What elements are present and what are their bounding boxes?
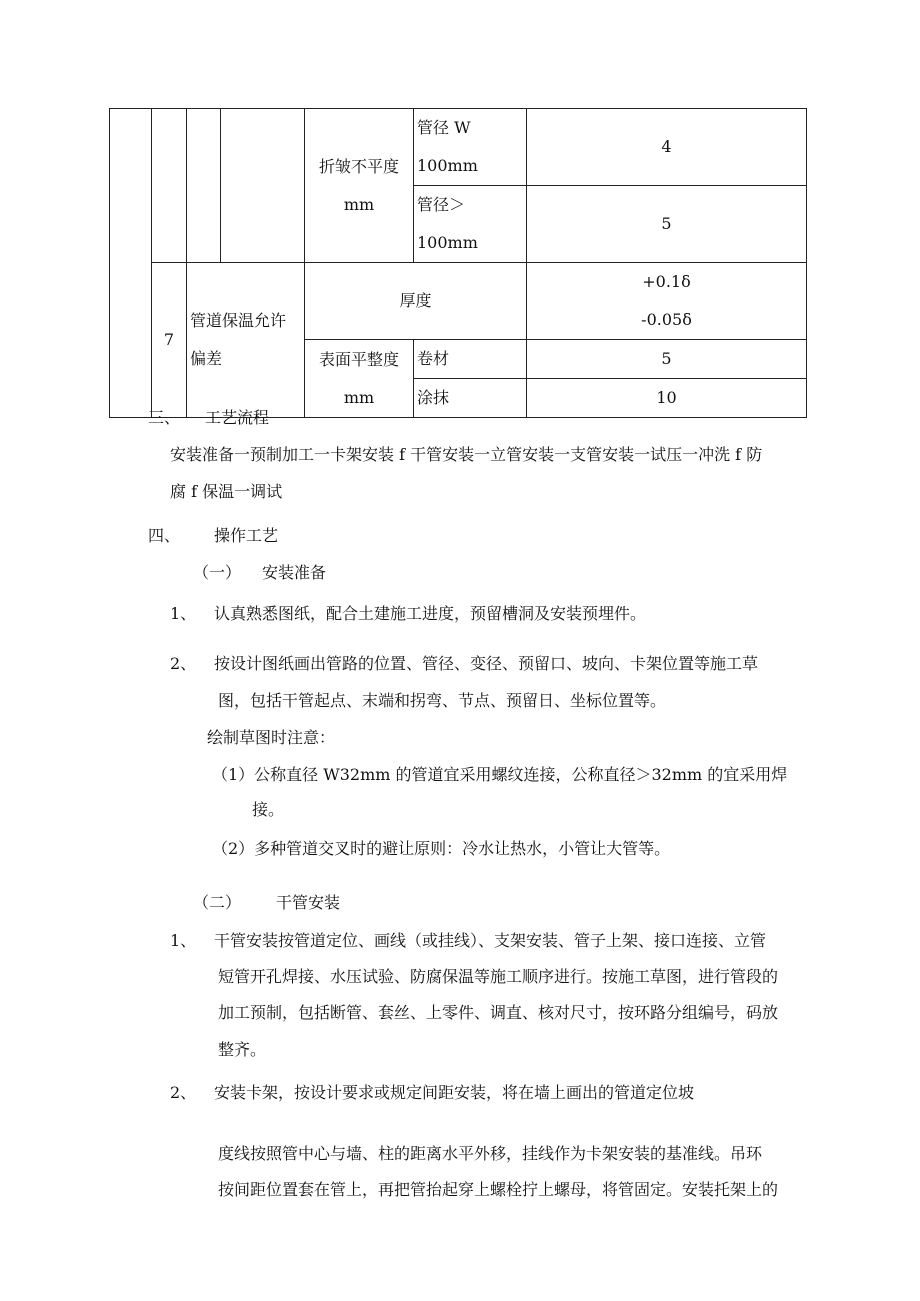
thickness-value-cell <box>527 263 807 340</box>
paint-label: 涂抹 <box>414 379 527 418</box>
note-2: （2）多种管道交叉时的避让原则：冷水让热水，小管让大管等。 <box>212 839 671 858</box>
blank-col-3 <box>187 109 221 263</box>
pleat-value-1: 4 <box>527 109 807 186</box>
note-1-line-1: （1）公称直径 W32mm 的管道宜采用螺纹连接，公称直径＞32mm 的宜采用焊 <box>212 765 788 784</box>
blank-col-2 <box>152 109 187 263</box>
sub-1-number: （一） <box>193 563 242 582</box>
item-2-line-2: 图，包括干管起点、末端和拐弯、节点、预留日、坐标位置等。 <box>218 691 667 710</box>
item-2-line-1: 按设计图纸画出管路的位置、管径、变径、预留口、坡向、卡架位置等施工草 <box>214 654 759 673</box>
pleat-label-cell <box>305 109 414 263</box>
note-title: 绘制草图时注意： <box>207 728 336 747</box>
sub-2-title: 干管安装 <box>276 893 341 912</box>
flatness-unit: mm <box>343 387 375 407</box>
thickness-minus: -0.05δ <box>641 310 692 329</box>
pleat-cond-1: 管径 W 100mm <box>414 109 527 186</box>
item-1-text: 认真熟悉图纸，配合土建施工进度，预留槽洞及安装预埋件。 <box>214 604 647 623</box>
section-3-title: 工艺流程 <box>205 408 270 427</box>
flatness-label-cell <box>305 340 414 418</box>
insulation-index: 7 <box>152 263 187 418</box>
section-3-line-2: 腐 f 保温一调试 <box>170 482 283 501</box>
item-1-number: 1、 <box>170 604 197 623</box>
insulation-name-cell <box>187 263 305 418</box>
j-item-1-line-2: 短管开孔焊接、水压试验、防腐保温等施工顺序进行。按施工草图，进行管段的 <box>218 967 779 986</box>
sub-1-title: 安装准备 <box>262 563 327 582</box>
j-item-2-line-1: 安装卡架，按设计要求或规定间距安装，将在墙上画出的管道定位坡 <box>214 1083 695 1102</box>
insulation-name-a: 管道保温允许 <box>190 311 287 330</box>
flatness-label: 表面平整度 <box>318 349 399 369</box>
j-item-1-line-1: 干管安装按管道定位、画线（或挂线）、支架安装、管子上架、接口连接、立管 <box>214 931 767 950</box>
blank-col-1 <box>110 109 152 418</box>
pleat-label: 折皱不平度 <box>318 156 399 176</box>
insulation-name-b: 偏差 <box>190 349 223 368</box>
blank-col-4 <box>221 109 305 263</box>
roll-value: 5 <box>527 340 807 379</box>
paint-value: 10 <box>527 379 807 418</box>
j-item-2-line-3: 按间距位置套在管上，再把管抬起穿上螺栓拧上螺母，将管固定。安装托架上的 <box>218 1180 779 1199</box>
section-3-line-1: 安装准备一预制加工一卡架安装 f 干管安装一立管安装一支管安装一试压一冲洗 f 防 <box>170 445 763 464</box>
j-item-1-line-3: 加工预制，包括断管、套丝、上零件、调直、核对尺寸，按环路分组编号，码放 <box>218 1003 779 1022</box>
section-4-number: 四、 <box>148 526 181 545</box>
j-item-1-number: 1、 <box>170 931 197 950</box>
j-item-1-line-4: 整齐。 <box>218 1040 267 1059</box>
j-item-2-line-2: 度线按照管中心与墙、柱的距离水平外移，挂线作为卡架安装的基准线。吊环 <box>218 1144 763 1163</box>
item-2-number: 2、 <box>170 654 197 673</box>
j-item-2-number: 2、 <box>170 1083 197 1102</box>
sub-2-number: （二） <box>193 893 242 912</box>
thickness-label: 厚度 <box>305 263 527 340</box>
section-4-title: 操作工艺 <box>214 526 279 545</box>
pleat-value-2: 5 <box>527 186 807 263</box>
roll-label: 卷材 <box>414 340 527 379</box>
spec-table <box>109 108 807 418</box>
pleat-cond-2: 管径＞ 100mm <box>414 186 527 263</box>
note-1-line-2: 接。 <box>252 800 285 819</box>
section-3-number: 三、 <box>148 408 181 427</box>
thickness-plus: +0.1δ <box>642 272 691 291</box>
pleat-unit: mm <box>343 194 375 214</box>
